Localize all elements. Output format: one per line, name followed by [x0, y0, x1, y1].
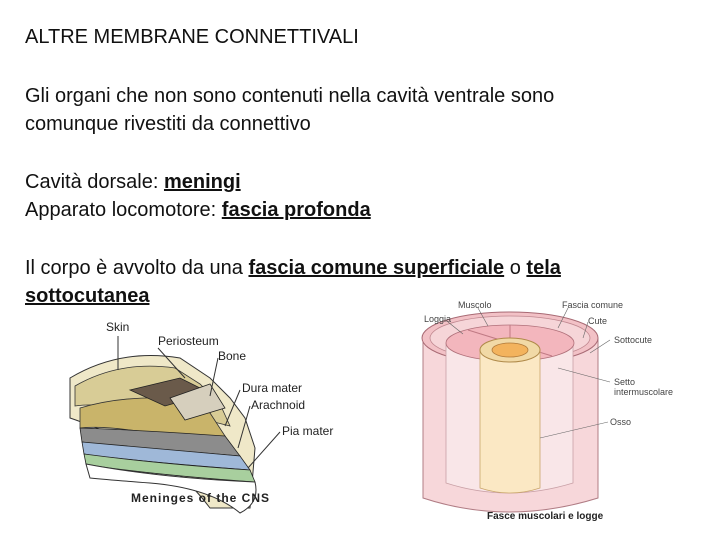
body-wrap-line-1 [25, 256, 561, 280]
locomotor-line [25, 198, 371, 222]
locomotor-prefix: Apparato locomotore: [25, 199, 222, 221]
meninges-caption: Meninges of the CNS [131, 491, 271, 505]
label-setto: Setto [614, 377, 636, 387]
sottocutanea-term: sottocutanea [25, 285, 150, 307]
label-muscolo: Muscolo [458, 300, 492, 310]
page-title: ALTRE MEMBRANE CONNETTIVALI [25, 26, 359, 48]
label-skin: Skin [106, 320, 130, 334]
label-sottocute: Sottocute [614, 335, 653, 345]
label-intermuscolare: intermuscolare [614, 387, 674, 397]
fascia-profonda-term: fascia profonda [221, 199, 371, 221]
label-pia-mater: Pia mater [282, 424, 334, 438]
body-wrap-middle: o [504, 257, 527, 279]
fascia-caption: Fasce muscolari e logge [487, 511, 604, 522]
dorsal-prefix: Cavità dorsale: [25, 171, 164, 193]
body-wrap-prefix: Il corpo è avvolto da una [25, 257, 249, 279]
label-arachnoid: Arachnoid [251, 398, 306, 412]
tela-term: tela [526, 257, 561, 279]
meninges-illustration [60, 318, 360, 518]
label-fascia-comune: Fascia comune [562, 300, 624, 310]
label-cute: Cute [588, 316, 608, 326]
body-wrap-line-2 [25, 284, 149, 308]
label-loggia: Loggia [424, 314, 452, 324]
meningi-term: meningi [163, 171, 241, 193]
label-dura-mater: Dura mater [242, 381, 303, 395]
intro-line-2: comunque rivestiti da connettivo [25, 113, 311, 135]
intro-line-1: Gli organi che non sono contenuti nella cavità ventrale sono [25, 85, 555, 107]
label-osso: Osso [610, 417, 632, 427]
fascia-illustration [408, 298, 680, 530]
dorsal-cavity-line [25, 170, 241, 194]
fascia-superficiale-term: fascia comune superficiale [248, 257, 505, 279]
label-periosteum: Periosteum [158, 334, 219, 348]
label-bone: Bone [218, 349, 247, 363]
